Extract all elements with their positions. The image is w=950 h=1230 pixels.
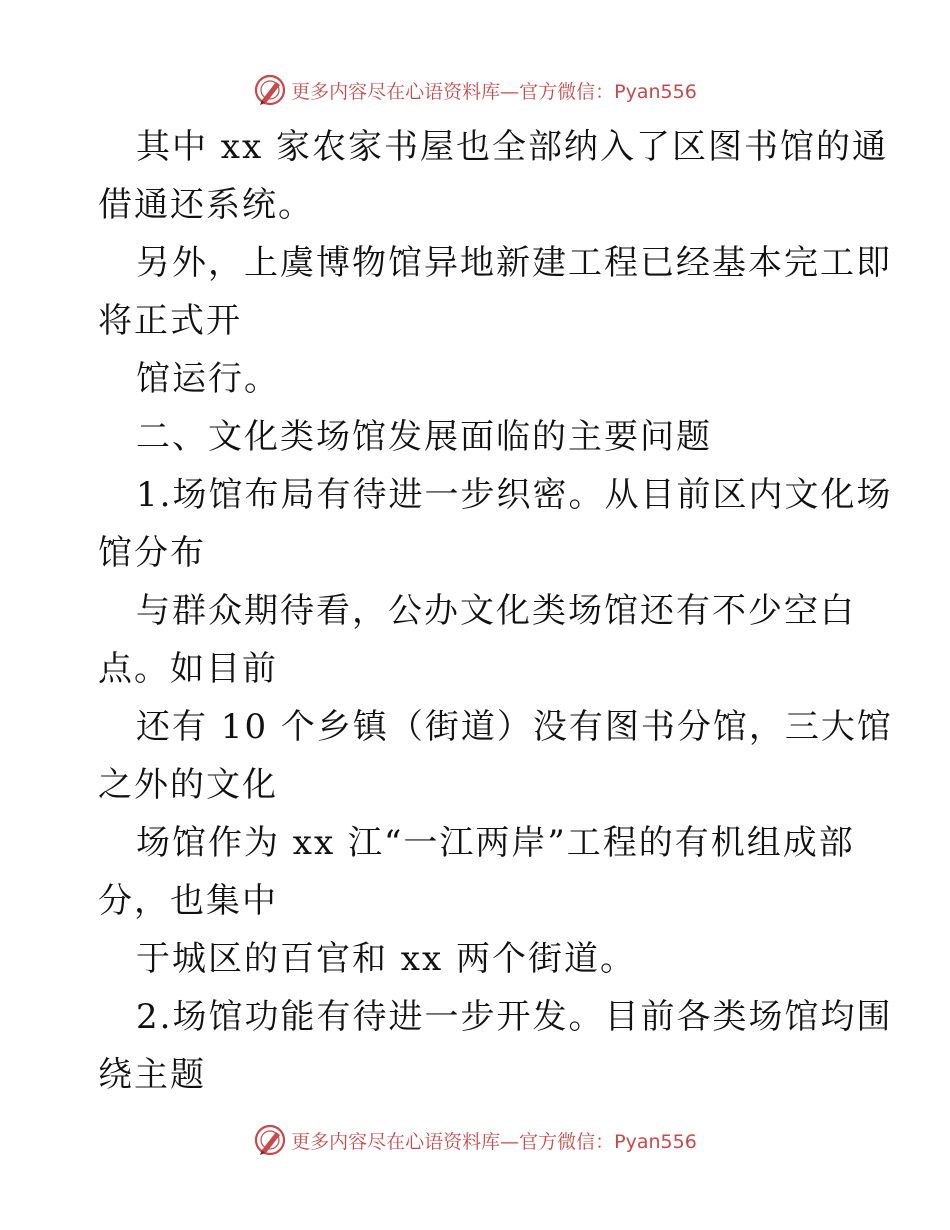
text-line: 另外，上虞博物馆异地新建工程已经基本完工即 [136,243,892,283]
header-watermark [0,70,950,110]
text-line: 场馆作为 xx 江“一江两岸”工程的有机组成部 [136,823,855,863]
watermark-text: 更多内容尽在心语资料库—官方微信：Pyan556 [291,1130,697,1153]
text-line: 分，也集中 [98,881,278,921]
pen-logo-icon [253,73,287,107]
text-line: 二、文化类场馆发展面临的主要问题 [136,417,712,457]
text-line: 馆分布 [98,533,206,573]
text-line: 借通还系统。 [98,185,314,225]
text-line: 与群众期待看，公办文化类场馆还有不少空白 [136,591,856,631]
text-line: 之外的文化 [98,765,278,805]
watermark-text: 更多内容尽在心语资料库—官方微信：Pyan556 [291,80,697,103]
text-line: 绕主题 [98,1055,206,1095]
text-line: 于城区的百官和 xx 两个街道。 [136,939,636,979]
text-line: 还有 10 个乡镇（街道）没有图书分馆，三大馆 [136,707,893,747]
footer-watermark [0,1120,950,1160]
text-line: 将正式开 [98,301,242,341]
text-line: 1.场馆布局有待进一步织密。从目前区内文化场 [136,475,893,515]
document-body [98,118,893,1104]
text-line: 点。如目前 [98,649,278,689]
text-line: 2.场馆功能有待进一步开发。目前各类场馆均围 [136,997,893,1037]
pen-logo-icon [253,1123,287,1157]
text-line: 馆运行。 [136,359,280,399]
text-line: 其中 xx 家农家书屋也全部纳入了区图书馆的通 [136,127,888,167]
